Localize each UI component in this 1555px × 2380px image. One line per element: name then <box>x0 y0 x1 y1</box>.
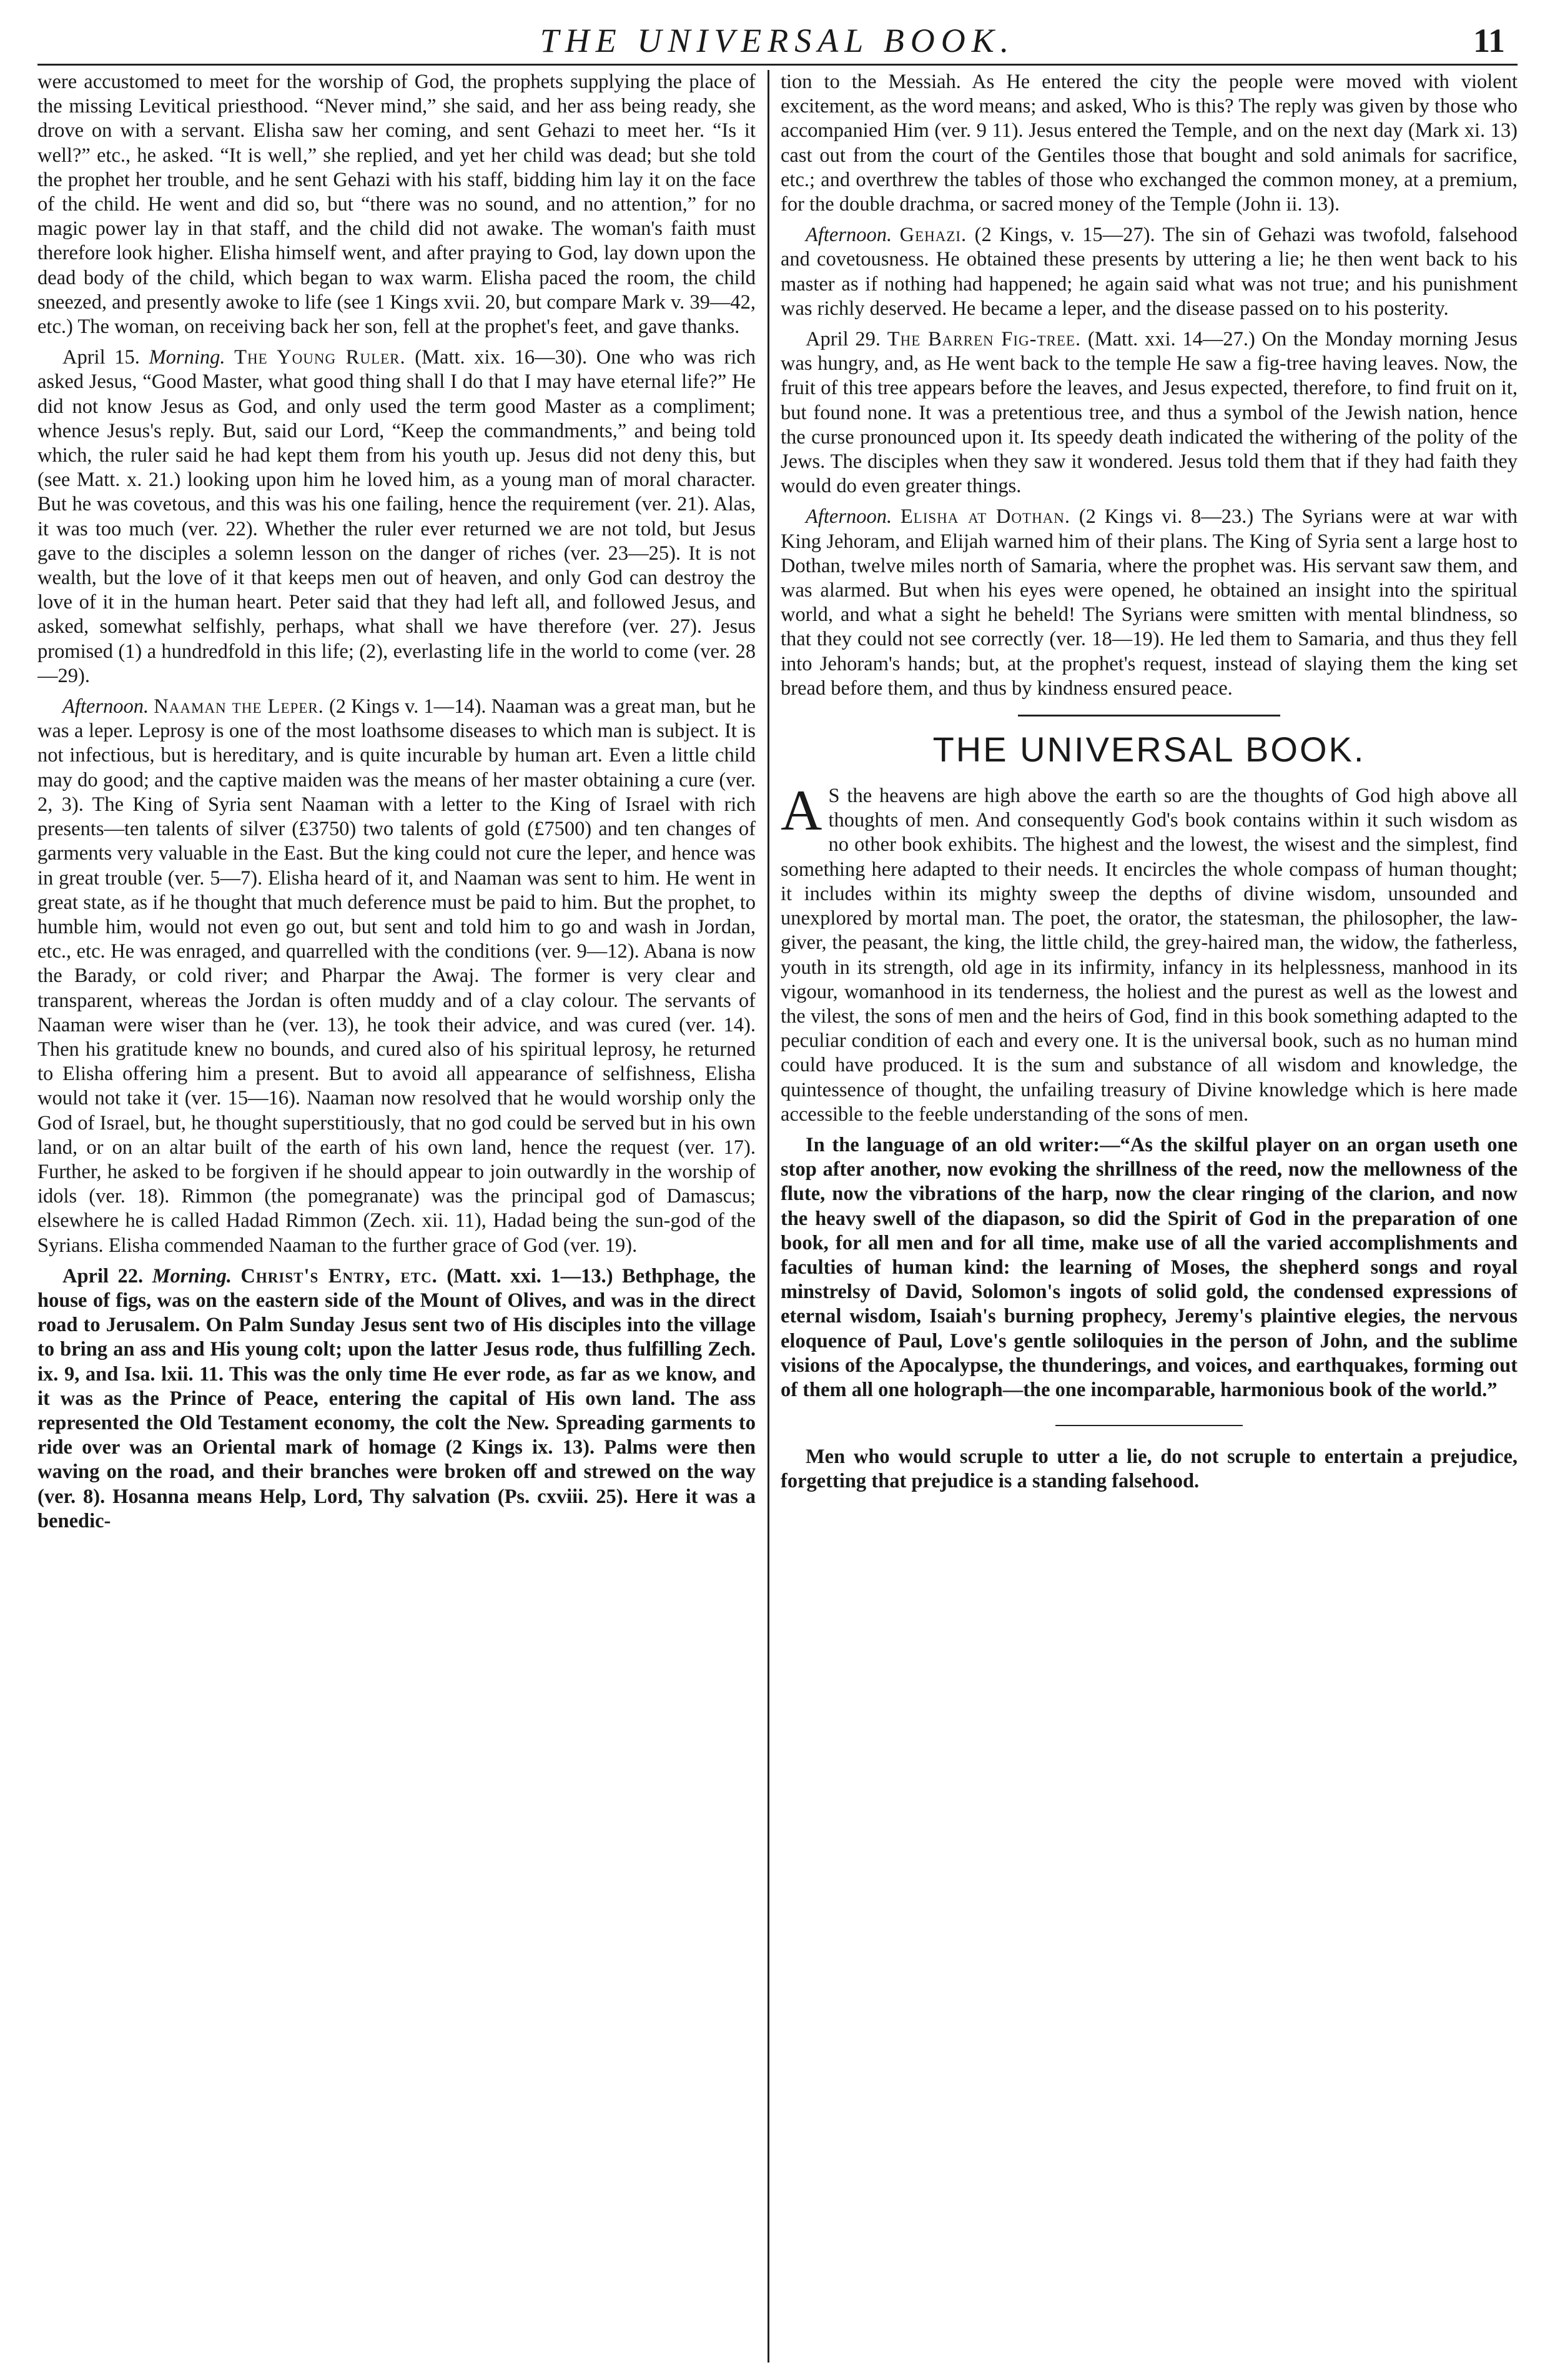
page-number: 11 <box>1473 22 1505 59</box>
entry-time: Afternoon. <box>806 224 892 247</box>
section-rule <box>1018 715 1280 716</box>
entry-time: Morning. <box>152 1264 232 1287</box>
entry-title: The Barren Fig-tree. <box>887 328 1082 351</box>
entry-text: (Matt. xxi. 1—13.) Bethphage, the house of figs, was on the eastern side of the Mount of Olives, and was in the direct road to Jerusalem. On Palm Sunday Jesus sent two of His disciples into the village to bring an ass and His young colt; upon the latter Jesus rode, thus fulfilling Zech. ix. 9, and Isa. lxii. 11. This was the only time He ever rode, as far as we know, and it was as the Prince of Peace, entering the capital of His own land. The ass represented the Old Testament economy, the colt the New. Spreading garments to ride over was an Oriental mark of homage (2 Kings ix. 13). Palms were then waving on the road, and their branches were broken off and strewed on the way (ver. 8). Hosanna means Help, Lord, Thy salvation (Ps. cxviii. 25). Here it was a benedic- <box>37 1264 756 1532</box>
entry-time: Afternoon. <box>806 505 892 528</box>
entry-title: The Young Ruler. <box>234 346 406 369</box>
running-head <box>37 19 1518 62</box>
entry-title: Naaman the Leper. <box>154 695 324 718</box>
essay-paragraph-1 <box>781 778 1518 1127</box>
entry-time: Afternoon. <box>62 695 149 718</box>
left-entry-young-ruler <box>37 345 756 688</box>
entry-text: (Matt. xix. 16—30). One who was rich asked Jesus, “Good Master, what good thing shall I do that I may have eternal life?” He did not know Jesus as God, and only used the term good Master as a compliment; whence Jesus's reply. But, said our Lord, “Keep the commandments,” and being told which, the ruler said he had kept them from his youth up. Jesus did not deny this, but (see Matt. x. 21.) looking upon him he loved him, as a young man of moral character. But he was covetous, and this was his one failing, hence the requirement (ver. 21). Alas, it was too much (ver. 22). Whether the ruler ever returned we are not told, but Jesus gave to the disciples a solemn lesson on the danger of riches (ver. 23—25). It is not wealth, but the love of it that keeps men out of heaven, and only God can destroy the love of it in the human heart. Peter said that they had left all, and followed Jesus, and asked, somewhat selfishly, perhaps, what shall we have therefore (ver. 27). Jesus promised (1) a hundredfold in this life; (2), everlasting life in the world to come (ver. 28—29). <box>37 346 756 687</box>
drop-cap: A <box>781 778 822 843</box>
essay-paragraph-2: In the language of an old writer:—“As the skilful player on an organ useth one stop after another, now evoking the shrillness of the reed, now the mellowness of the flute, now the vibrations of the harp, now the clear ringing of the clarion, and now the heavy swell of the diapason, so did the Spirit of God in the preparation of one book, for all men and for all time, make use of all the varied accomplishments and faculties of human kind: the learning of Moses, the shepherd songs and royal minstrelsy of David, Solomon's ingots of solid gold, the condensed expressions of eternal wisdom, Isaiah's burning prophecy, Jeremy's plaintive elegies, the nervous eloquence of Paul, Love's gentle soliloquies in the person of John, and the sublime visions of the Apocalypse, the thunderings, and voices, and earthquakes, forming out of them all one holograph—the one incomparable, harmonious book of the world.” <box>781 1133 1518 1401</box>
left-entry-naaman <box>37 695 756 1258</box>
entry-title: Christ's Entry, etc. <box>240 1264 438 1287</box>
entry-text: (2 Kings v. 1—14). Naaman was a great man, but he was a leper. Leprosy is one of the most loathsome diseases to which man is subject. It is not infectious, but is hereditary, and is quite incurable by human art. Even a little child may do good; and the captive maiden was the means of her master obtaining a cure (ver. 2, 3). The King of Syria sent Naaman with a letter to the King of Israel with rich presents—ten talents of silver (£3750) two talents of gold (£7500) and ten changes of garments very valuable in the East. But the king could not cure the leper, and hence was in great trouble (ver. 5—7). Elisha heard of it, and Naaman was sent to him. He went in great state, as if he thought that much deference must be paid to him. But the prophet, to humble him, would not even go out, but sent and told him to go and wash in Jordan, etc., etc. He was enraged, and quarrelled with the conditions (ver. 9—12). Abana is now the Barady, or cold river; and Pharpar the Awaj. The former is very clear and transparent, whereas the Jordan is often muddy and of a clay colour. The servants of Naaman were wiser than he (ver. 13), he took their advice, and was cured (ver. 14). Then his gratitude knew no bounds, and cured also of his spiritual leprosy, he returned to Elisha offering him a present. But to avoid all appearance of selfishness, Elisha would not take it (ver. 15—16). Naaman now resolved that he would worship only the God of Israel, but, he thought superstitiously, that no god could be served but in his own land, or on an altar built of the earth of his own land, hence the request (ver. 17). Further, he asked to be forgiven if he should appear to join outwardly in the worship of idols (ver. 18). Rimmon (the pomegranate) was the principal god of Damascus; elsewhere he is called Hadad Rimmon (Zech. xii. 11), Hadad being the sun-god of the Syrians. Elisha commended Naaman to the further grace of God (ver. 19). <box>37 695 756 1257</box>
entry-text: (2 Kings, v. 15—27). The sin of Gehazi was twofold, falsehood and covetousness. He obtained these presents by uttering a lie; he then went back to his master as if nothing had happened; he again said what was not true; and his punishment was richly deserved. He became a leper, and the disease passed on to his posterity. <box>781 224 1518 320</box>
running-title: THE UNIVERSAL BOOK. <box>540 22 1015 59</box>
header-rule <box>37 64 1518 66</box>
essay-text: S the heavens are high above the earth so are the thoughts of God high above all thoughts of men. And consequently God's book contains within it such wisdom as no other book exhibits. The highest and the lowest, the wisest and the simplest, find something here adapted to their needs. It encircles the whole compass of human thought; it includes within its mighty sweep the depths of divine wisdom, unsounded and unexplored by mortal man. The poet, the orator, the statesman, the philosopher, the law-giver, the peasant, the king, the little child, the grey-haired man, the widow, the fatherless, youth in its strength, old age in its infirmity, infancy in its helplessness, manhood in its vigour, womanhood in its tenderness, the holiest and the purest as well as the lowest and the vilest, the sons of men and the heirs of God, find in this book something adapted to the peculiar condition of each and every one. It is the universal book, such as no human mind could have produced. It is the sum and substance of all wisdom and knowledge, the quintessence of thought, the unfailing treasury of Divine knowledge which is here made accessible to the feeble understanding of the sons of men. <box>781 785 1518 1126</box>
right-entry-gehazi <box>781 223 1518 321</box>
right-paragraph-continuation: tion to the Messiah. As He entered the city the people were moved with violent excitement, as the word means; and asked, Who is this? The reply was given by those who accompanied Him (ver. 9 11). Jesus entered the Temple, and on the next day (Mark xi. 13) cast out from the court of the Gentiles those that bought and sold animals for sacrifice, etc.; and overthrew the tables of those who exchanged the common money, at a premium, for the double drachma, or sacred money of the Temple (John ii. 13). <box>781 71 1518 216</box>
right-entry-elisha-at-dothan <box>781 505 1518 701</box>
entry-title: Gehazi. <box>899 224 967 247</box>
entry-date: April 29. <box>806 328 881 351</box>
left-paragraph-continuation: were accustomed to meet for the worship of God, the prophets supplying the place of the missing Levitical priesthood. “Never mind,” she said, and her ass being ready, she drove on with a servant. Elisha saw her coming, and sent Gehazi to meet her. “Is it well?” etc., he asked. “It is well,” she replied, and yet her child was dead; but she told the prophet her trouble, and he sent Gehazi with his staff, bidding him lay it on the face of the child. He went and did so, but “there was no sound, and no attention,” for no magic power lay in that staff, and the child did not awake. The woman's faith must therefore look higher. Elisha himself went, and after praying to God, lay down upon the dead body of the child, which began to wax warm. Elisha paced the room, the child sneezed, and presently awoke to life (see 1 Kings xvii. 20, but compare Mark v. 39—42, etc.) The woman, on receiving back her son, fell at the prophet's feet, and gave thanks. <box>37 71 756 339</box>
entry-text: (Matt. xxi. 14—27.) On the Monday morning Jesus was hungry, and, as He went back to the temple He saw a fig-tree having leaves. Now, the fruit of this tree appears before the leaves, and Jesus expected, therefore, to find fruit on it, but found none. It was a pretentious tree, and thus a symbol of the Jewish nation, hence the curse pronounced upon it. Its speedy death indicated the withering of the polity of the Jews. The disciples when they saw it wondered. Jesus told them that if they had faith they would do even greater things. <box>781 328 1518 498</box>
left-entry-christs-entry <box>37 1264 756 1534</box>
entry-title: Elisha at Dothan. <box>900 505 1071 528</box>
entry-time: Morning. <box>149 346 225 369</box>
left-column <box>37 70 756 2363</box>
entry-date: April 22. <box>62 1264 144 1287</box>
right-column <box>781 70 1518 2363</box>
closing-rule <box>1055 1425 1243 1426</box>
column-divider <box>768 70 769 2363</box>
closing-paragraph: Men who would scruple to utter a lie, do not scruple to entertain a prejudice, forgetting that prejudice is a standing falsehood. <box>781 1445 1518 1493</box>
section-heading: THE UNIVERSAL BOOK. <box>932 730 1366 770</box>
entry-date: April 15. <box>62 346 140 369</box>
right-entry-barren-fig-tree <box>781 327 1518 498</box>
entry-text: (2 Kings vi. 8—23.) The Syrians were at war with King Jehoram, and Elijah warned him of their plans. The King of Syria sent a large host to Dothan, twelve miles north of Samaria, where the prophet was. His servant saw them, and was alarmed. But when his eyes were opened, he obtained an insight into the spiritual world, and what a sight he beheld! The Syrians were smitten with mental blindness, so that they could not see correctly (ver. 18—19). He led them to Samaria, and thus they fell into Jehoram's hands; but, at the prophet's request, instead of slaying them the king set bread before them, and thus by kindness ensured peace. <box>781 505 1518 700</box>
